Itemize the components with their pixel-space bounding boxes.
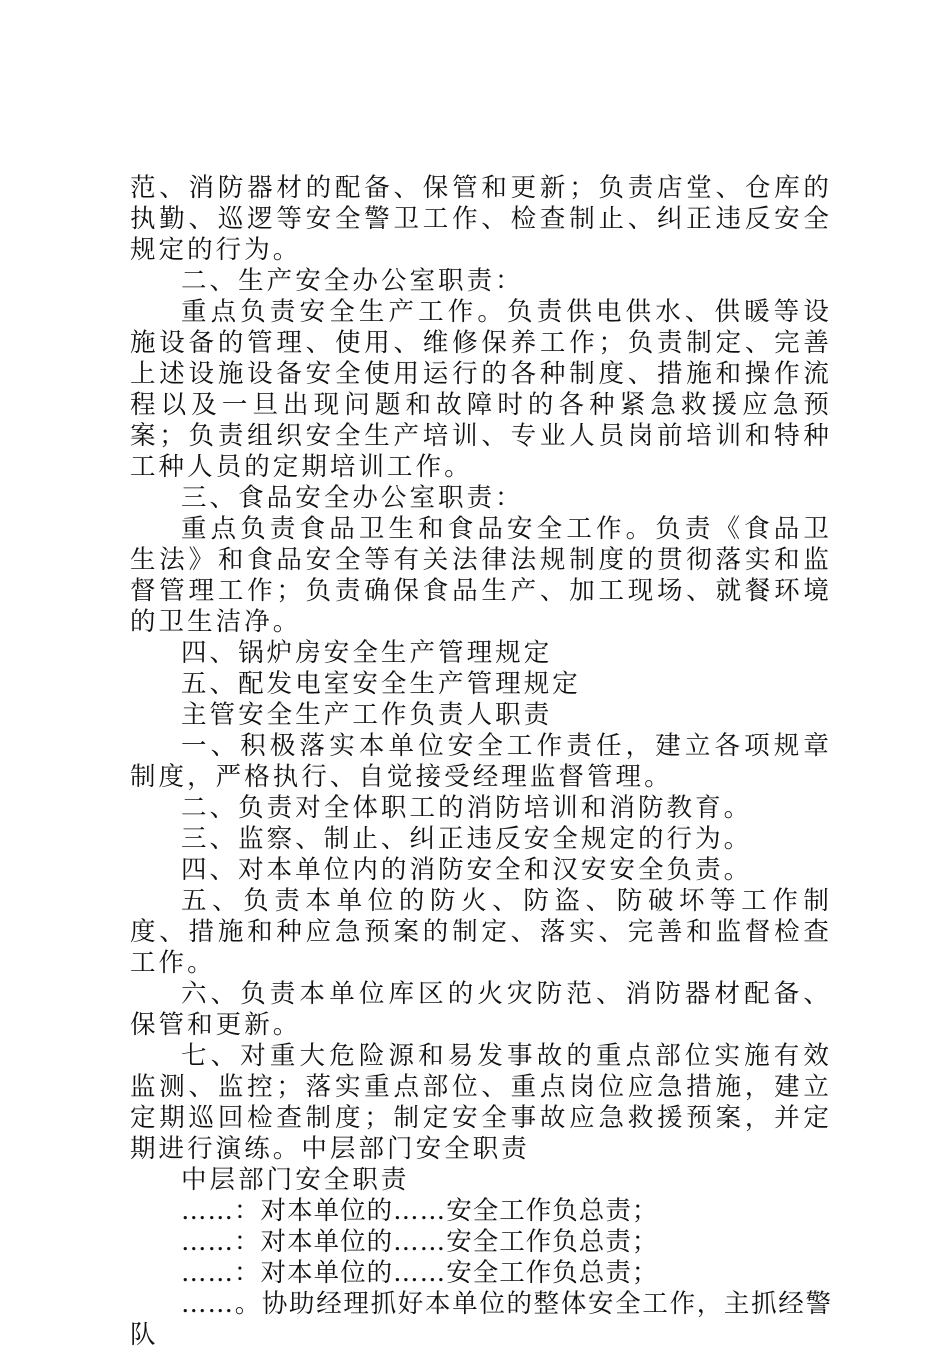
duty-item-5: 五、负责本单位的防火、防盗、防破坏等工作制度、措施和种应急预案的制定、落实、完善和监督检查工作。 [130,886,832,978]
paragraph-production-safety-duties: 重点负责安全生产工作。负责供电供水、供暖等设施设备的管理、使用、维修保养工作；负责制定、完善上述设施设备安全使用运行的各种制度、措施和操作流程以及一旦出现问题和故障时的各种紧急救援应急预案；负责组织安全生产培训、专业人员岗前培训和特种工种人员的定期培训工作。 [130,297,832,482]
heading-power-room-rules: 五、配发电室安全生产管理规定 [181,669,581,699]
duty-item-6: 六、负责本单位库区的火灾防范、消防器材配备、保管和更新。 [130,979,832,1040]
duty-item-4: 四、对本单位内的消防安全和汉安安全负责。 [181,855,753,885]
duty-item-2: 二、负责对全体职工的消防培训和消防教育。 [181,793,753,823]
duty-item-3: 三、监察、制止、纠正违反安全规定的行为。 [181,824,753,854]
heading-production-safety-office: 二、生产安全办公室职责： [181,266,524,296]
paragraph-food-safety-duties: 重点负责食品卫生和食品安全工作。负责《食品卫生法》和食品安全等有关法律法规制度的贯彻落实和监督管理工作；负责确保食品生产、加工现场、就餐环境的卫生洁净。 [130,514,832,637]
duty-item-7: 七、对重大危险源和易发事故的重点部位实施有效监测、监控；落实重点部位、重点岗位应急措施，建立定期巡回检查制度；制定安全事故应急救援预案，并定期进行演练。中层部门安全职责 [130,1041,832,1164]
middle-dept-item-4: ……。协助经理抓好本单位的整体安全工作，主抓经警队 [130,1289,832,1350]
document-body [130,173,832,1351]
paragraph-fire-equipment: 范、消防器材的配备、保管和更新；负责店堂、仓库的执勤、巡逻等安全警卫工作、检查制止、纠正违反安全规定的行为。 [130,173,832,265]
heading-food-safety-office: 三、食品安全办公室职责： [181,483,524,513]
duty-item-1: 一、积极落实本单位安全工作责任，建立各项规章制度，严格执行、自觉接受经理监督管理。 [130,731,832,792]
middle-dept-item-3: ……：对本单位的……安全工作负总责； [181,1258,659,1288]
middle-dept-item-2: ……：对本单位的……安全工作负总责； [181,1227,659,1257]
heading-middle-dept-duties: 中层部门安全职责 [181,1165,410,1195]
heading-boiler-room-rules: 四、锅炉房安全生产管理规定 [181,638,553,668]
heading-safety-lead-duties: 主管安全生产工作负责人职责 [181,700,553,730]
middle-dept-item-1: ……：对本单位的……安全工作负总责； [181,1196,659,1226]
